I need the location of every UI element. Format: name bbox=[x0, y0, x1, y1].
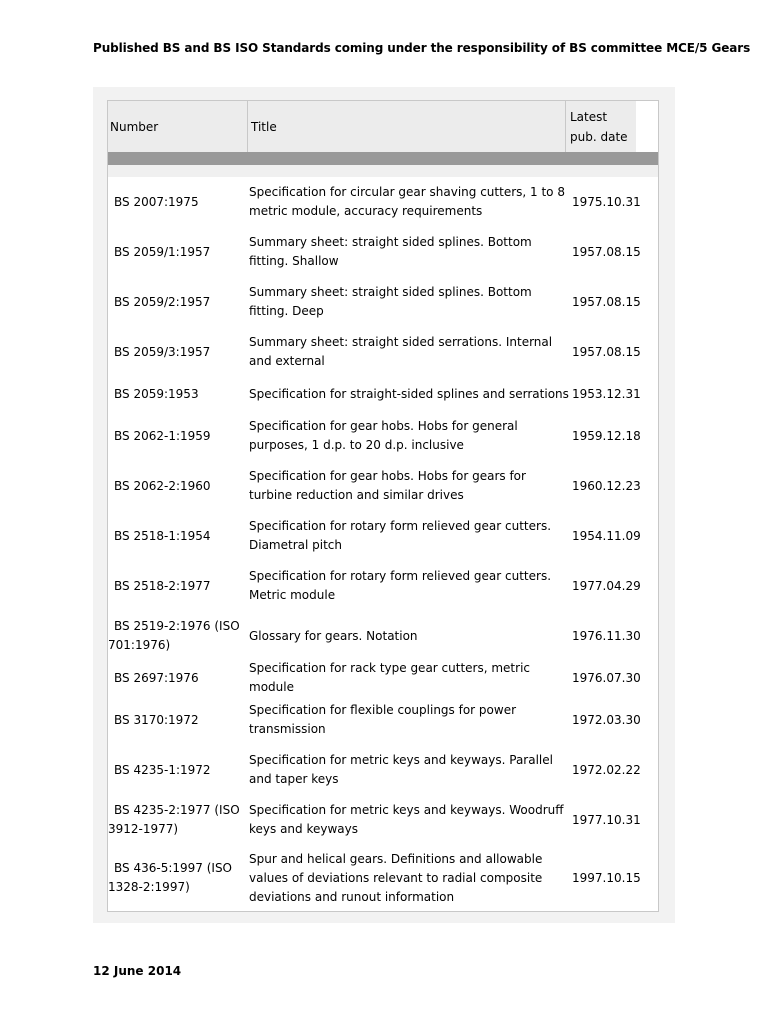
table-row bbox=[108, 745, 658, 795]
cell-number: BS 2062-1:1959 bbox=[114, 428, 211, 443]
cell-date: 1977.10.31 bbox=[572, 813, 641, 827]
cell-date: 1997.10.15 bbox=[572, 871, 641, 885]
cell-number: BS 4235-2:1977 (ISO 3912-1977) bbox=[108, 803, 240, 836]
cell-number: BS 2518-1:1954 bbox=[114, 528, 211, 543]
cell-title: Summary sheet: straight sided splines. Bottom fitting. Deep bbox=[249, 285, 532, 318]
cell-title: Specification for flexible couplings for power transmission bbox=[249, 703, 517, 736]
cell-number: BS 2518-2:1977 bbox=[114, 578, 211, 593]
cell-date: 1975.10.31 bbox=[572, 195, 641, 209]
table-row bbox=[108, 177, 658, 227]
table-row bbox=[108, 411, 658, 461]
table-row bbox=[108, 511, 658, 561]
table-row bbox=[108, 561, 658, 611]
cell-title: Specification for metric keys and keyways. Parallel and taper keys bbox=[249, 753, 553, 786]
table-body bbox=[108, 177, 658, 911]
cell-title: Glossary for gears. Notation bbox=[249, 628, 418, 643]
cell-number: BS 2059:1953 bbox=[114, 386, 199, 401]
cell-number: BS 436-5:1997 (ISO 1328-2:1997) bbox=[108, 861, 233, 894]
table-header-row bbox=[108, 101, 636, 153]
cell-title: Specification for metric keys and keyways. Woodruff keys and keyways bbox=[249, 803, 564, 836]
column-header-date: Latest pub. date bbox=[570, 109, 628, 144]
cell-title: Summary sheet: straight sided splines. Bottom fitting. Shallow bbox=[249, 235, 532, 268]
cell-number: BS 2697:1976 bbox=[114, 670, 199, 685]
cell-date: 1957.08.15 bbox=[572, 245, 641, 259]
table-row bbox=[108, 277, 658, 327]
cell-date: 1972.02.22 bbox=[572, 763, 641, 777]
table-row bbox=[108, 661, 658, 695]
cell-date: 1953.12.31 bbox=[572, 387, 641, 401]
cell-title: Spur and helical gears. Definitions and allowable values of deviations relevant to radial composite deviations and runout information bbox=[249, 851, 543, 904]
cell-title: Specification for gear hobs. Hobs for gears for turbine reduction and similar drives bbox=[249, 469, 526, 502]
cell-date: 1976.11.30 bbox=[572, 629, 641, 643]
table-row bbox=[108, 845, 658, 911]
header-separator-bar bbox=[108, 152, 658, 165]
header-spacer-bar bbox=[108, 165, 658, 177]
cell-date: 1960.12.23 bbox=[572, 479, 641, 493]
column-header-title: Title bbox=[248, 101, 566, 152]
table-row bbox=[108, 227, 658, 277]
standards-table bbox=[107, 100, 659, 912]
table-row bbox=[108, 377, 658, 411]
table-row bbox=[108, 795, 658, 845]
table-row bbox=[108, 611, 658, 661]
cell-title: Summary sheet: straight sided serrations. Internal and external bbox=[249, 335, 553, 368]
cell-number: BS 2059/3:1957 bbox=[114, 344, 211, 359]
cell-number: BS 2062-2:1960 bbox=[114, 478, 211, 493]
cell-date: 1977.04.29 bbox=[572, 579, 641, 593]
cell-number: BS 2007:1975 bbox=[114, 194, 199, 209]
column-header-number: Number bbox=[108, 101, 248, 152]
cell-number: BS 2059/1:1957 bbox=[114, 244, 211, 259]
cell-title: Specification for rotary form relieved gear cutters. Metric module bbox=[249, 569, 552, 602]
cell-date: 1972.03.30 bbox=[572, 713, 641, 727]
cell-date: 1954.11.09 bbox=[572, 529, 641, 543]
cell-number: BS 4235-1:1972 bbox=[114, 762, 211, 777]
footer-date: 12 June 2014 bbox=[93, 964, 182, 978]
cell-date: 1957.08.15 bbox=[572, 295, 641, 309]
page-title: Published BS and BS ISO Standards coming under the responsibility of BS committee MCE/5 Gears bbox=[93, 41, 751, 55]
cell-title: Specification for gear hobs. Hobs for general purposes, 1 d.p. to 20 d.p. inclusive bbox=[249, 419, 518, 452]
cell-title: Specification for straight-sided splines and serrations bbox=[249, 386, 569, 401]
cell-title: Specification for rack type gear cutters, metric module bbox=[249, 661, 530, 694]
table-row bbox=[108, 327, 658, 377]
cell-date: 1957.08.15 bbox=[572, 345, 641, 359]
cell-number: BS 3170:1972 bbox=[114, 712, 199, 727]
table-row bbox=[108, 695, 658, 745]
cell-date: 1976.07.30 bbox=[572, 671, 641, 685]
cell-number: BS 2519-2:1976 (ISO 701:1976) bbox=[108, 619, 240, 652]
cell-date: 1959.12.18 bbox=[572, 429, 641, 443]
cell-title: Specification for circular gear shaving cutters, 1 to 8 metric module, accuracy requirements bbox=[249, 185, 565, 218]
table-row bbox=[108, 461, 658, 511]
cell-number: BS 2059/2:1957 bbox=[114, 294, 211, 309]
cell-title: Specification for rotary form relieved gear cutters. Diametral pitch bbox=[249, 519, 552, 552]
